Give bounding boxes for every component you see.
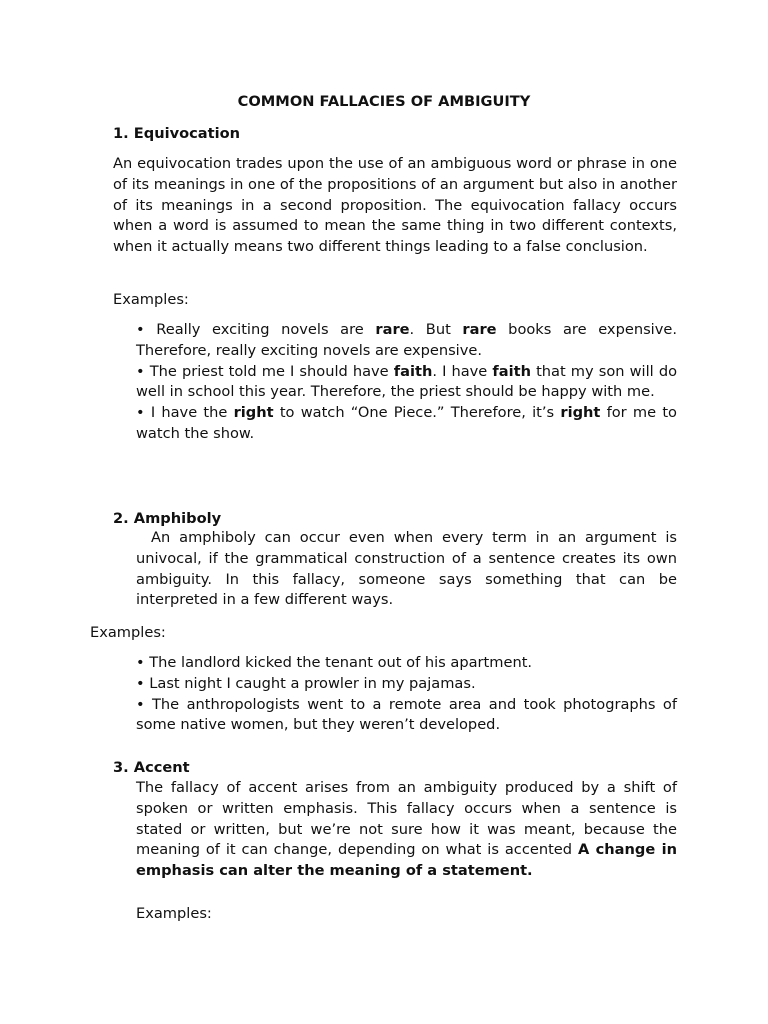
amphiboly-examples-list	[136, 653, 677, 736]
bold-text: faith	[393, 362, 433, 380]
equivocation-paragraph: An equivocation trades upon the use of an ambiguous word or phrase in one of its meanings in one of the propositions of an argument but also in another of its meanings in a second proposition. The equivocation fallacy occurs when a word is assumed to mean the same thing in two different contexts, when it actually means two different things leading to a false conclusion.	[113, 155, 677, 256]
bold-text: right	[233, 404, 274, 422]
text-run: books are expensive. Therefore, really exciting novels are expensive.	[136, 321, 677, 359]
bold-text: right	[560, 404, 601, 422]
amphiboly-examples-label: Examples:	[90, 624, 166, 641]
list-item	[136, 695, 677, 737]
text-run: • The landlord kicked the tenant out of his apartment.	[136, 654, 533, 671]
section-heading-accent: 3. Accent	[113, 759, 190, 776]
list-item	[136, 362, 677, 404]
accent-paragraph	[136, 778, 677, 882]
list-item	[136, 320, 677, 362]
text-run: . But	[409, 321, 463, 338]
list-item	[136, 403, 677, 445]
list-item	[136, 653, 677, 674]
text-run: to watch “One Piece.” Therefore, it’s	[273, 404, 561, 422]
text-run: The fallacy of accent arises from an ambiguity produced by a shift of spoken or written emphasis. This fallacy occurs when a sentence is stated or written, but we’re not sure how it was meant, because the meaning of it can change, depending on what is accented	[136, 779, 677, 859]
bold-text: A change in emphasis can alter the meaning of a statement.	[136, 841, 677, 880]
section-heading-amphiboly: 2. Amphiboly	[113, 510, 222, 527]
text-run: • I have the	[136, 404, 234, 422]
equivocation-examples-list	[136, 320, 677, 445]
equivocation-examples-label: Examples:	[113, 291, 189, 308]
text-run: • Last night I caught a prowler in my pajamas.	[136, 674, 476, 692]
accent-examples-label: Examples:	[136, 905, 212, 922]
amphiboly-paragraph: An amphiboly can occur even when every term in an argument is univocal, if the grammatical construction of a sentence creates its own ambiguity. In this fallacy, someone says something that can be interpreted in a few different ways.	[136, 529, 677, 609]
bold-text: faith	[492, 362, 531, 380]
text-run: • The priest told me I should have	[136, 362, 394, 380]
text-run: • The anthropologists went to a remote area and took photographs of some native women, but they weren’t developed.	[136, 695, 677, 734]
bold-text: rare	[462, 321, 497, 338]
document-title: COMMON FALLACIES OF AMBIGUITY	[237, 93, 531, 110]
section-heading-equivocation: 1. Equivocation	[113, 125, 241, 142]
list-item	[136, 674, 677, 695]
bold-text: rare	[375, 321, 410, 338]
text-run: . I have	[432, 362, 493, 380]
text-run: for me to watch the show.	[136, 404, 677, 442]
text-run: • Really exciting novels are	[136, 321, 376, 338]
text-run: that my son will do well in school this year. Therefore, the priest should be happy with me.	[136, 362, 678, 401]
